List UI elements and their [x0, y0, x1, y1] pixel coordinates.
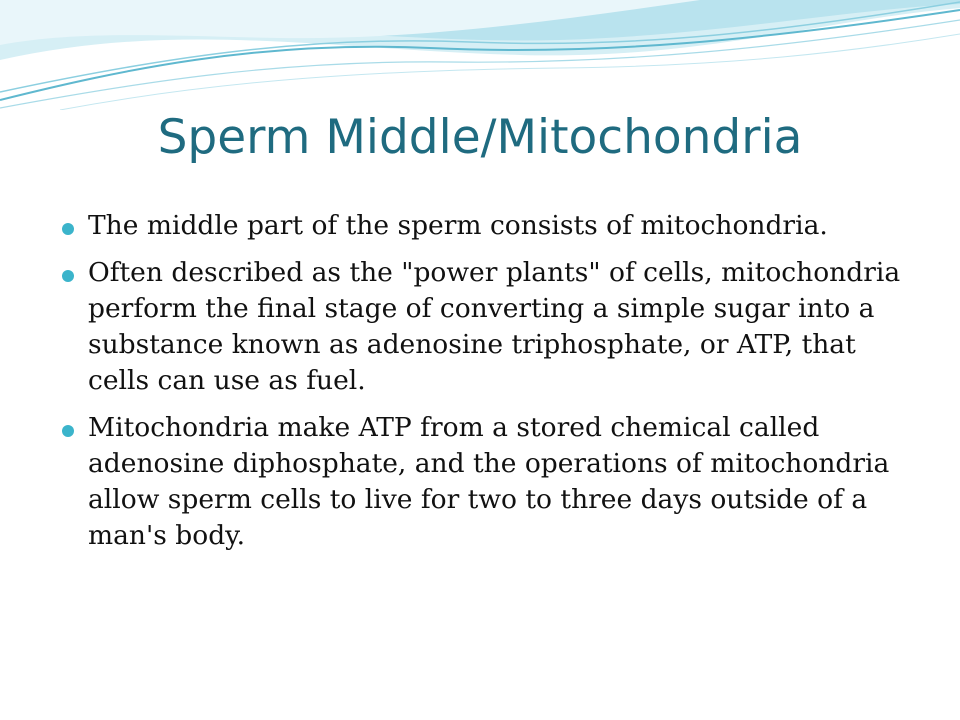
bullet-list: [62, 208, 912, 565]
bullet-dot-icon: [62, 270, 74, 282]
bullet-text: Often described as the "power plants" of cells, mitochondria perform the final stage of converting a simple sugar into a substance known as adenosine triphosphate, or ATP, that cells can use as fuel.: [88, 257, 901, 396]
bullet-item: [62, 410, 912, 554]
bullet-dot-icon: [62, 425, 74, 437]
slide-title: Sperm Middle/Mitochondria: [157, 110, 803, 165]
bullet-text: The middle part of the sperm consists of mitochondria.: [88, 210, 828, 241]
bullet-text: Mitochondria make ATP from a stored chemical called adenosine diphosphate, and the operations of mitochondria allow sperm cells to live for two to three days outside of a man's body.: [88, 412, 890, 551]
wave-decoration: [0, 0, 960, 110]
bullet-dot-icon: [62, 223, 74, 235]
bullet-item: [62, 208, 912, 244]
bullet-item: [62, 255, 912, 399]
